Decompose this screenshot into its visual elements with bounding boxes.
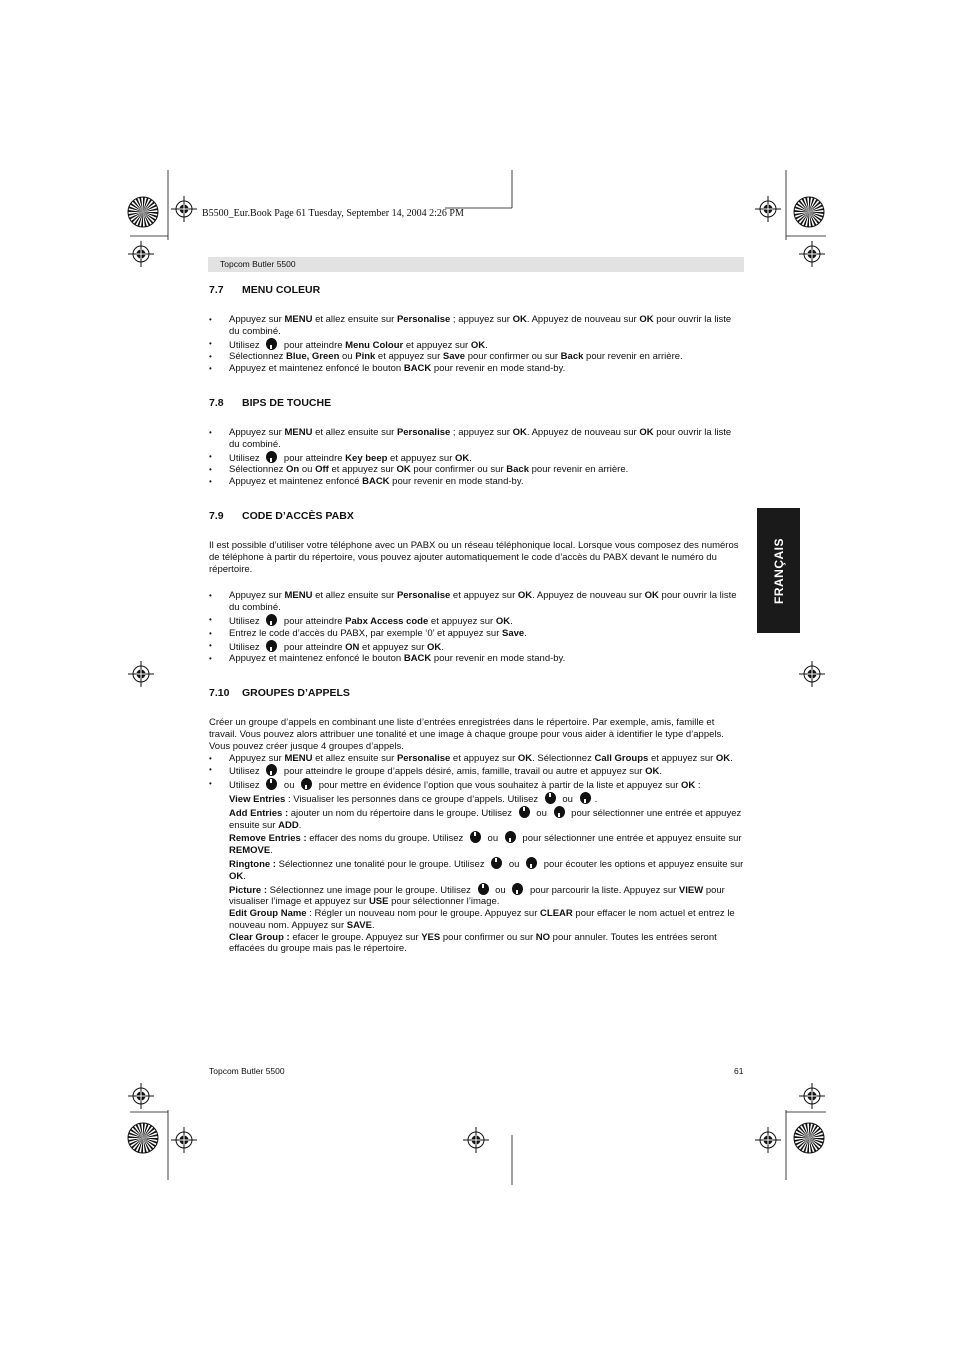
- nav-up-icon: [266, 778, 277, 790]
- nav-down-icon: [554, 806, 565, 818]
- starburst-target-icon: [794, 1123, 824, 1153]
- nav-up-icon: [545, 792, 556, 804]
- list-item: • Entrez le code d’accès du PABX, par exemple ‘0’ et appuyez sur Save.: [209, 628, 744, 640]
- section-intro: Il est possible d’utiliser votre téléphone avec un PABX ou un réseau téléphonique local. Lorsque vous composez des numéros de téléphone à partir du répertoire, vous pouvez ajouter automatiquement le code d’accès du PABX devant le numéro du répertoire.: [209, 539, 739, 575]
- starburst-target-icon: [128, 197, 158, 227]
- list-item: • Utilisez pour atteindre Menu Colour et appuyez sur OK.: [209, 338, 744, 352]
- list-item: • Utilisez pour atteindre Pabx Access code et appuyez sur OK.: [209, 614, 744, 628]
- nav-down-icon: [266, 451, 277, 463]
- option-clear-group: Clear Group : efacer le groupe. Appuyez sur YES pour confirmer ou sur NO pour annuler. Toutes les entrées seront effacées du groupe mais pas le répertoire.: [229, 931, 717, 955]
- list-item: • Utilisez pour atteindre le groupe d’appels désiré, amis, famille, travail ou autre et appuyez sur OK.: [209, 764, 744, 778]
- header-bar: [208, 257, 744, 272]
- list-item: • Appuyez sur MENU et allez ensuite sur Personalise et appuyez sur OK. Sélectionnez Call Groups et appuyez sur OK.: [209, 753, 744, 765]
- list-item: • Appuyez sur MENU et allez ensuite sur Personalise et appuyez sur OK. Appuyez de nouveau sur OK pour ouvrir la liste du combiné.: [209, 590, 744, 614]
- language-tab: [757, 508, 800, 633]
- starburst-target-icon: [128, 1123, 158, 1153]
- option-add-entries: Add Entries : ajouter un nom du répertoire dans le groupe. Utilisez ou pour sélectionner une entrée et appuyez ensuite sur ADD.: [229, 807, 742, 831]
- list-item: • Appuyez et maintenez enfoncé le bouton BACK pour revenir en mode stand-by.: [209, 653, 744, 665]
- nav-down-icon: [526, 857, 537, 869]
- section-heading: 7.10 GROUPES D’APPELS: [209, 687, 350, 700]
- nav-down-icon: [505, 831, 516, 843]
- nav-down-icon: [301, 778, 312, 790]
- nav-down-icon: [266, 640, 277, 652]
- page-content: [209, 284, 744, 955]
- page-number: 61: [734, 1066, 744, 1076]
- list-item: • Appuyez et maintenez enfoncé BACK pour revenir en mode stand-by.: [209, 476, 744, 488]
- book-info-line: B5500_Eur.Book Page 61 Tuesday, September 14, 2004 2:26 PM: [202, 208, 464, 219]
- footer-title: Topcom Butler 5500: [209, 1066, 285, 1076]
- list-item: • Sélectionnez On ou Off et appuyez sur OK pour confirmer ou sur Back pour revenir en arrière.: [209, 464, 744, 476]
- nav-up-icon: [491, 857, 502, 869]
- nav-up-icon: [519, 806, 530, 818]
- option-picture: Picture : Sélectionnez une image pour le groupe. Utilisez ou pour parcourir la liste. Appuyez sur VIEW pour visualiser l’image et appuyez sur USE pour sélectionner l’image.: [229, 884, 725, 908]
- language-tab-label: FRANÇAIS: [771, 537, 786, 604]
- list-item: • Utilisez pour atteindre Key beep et appuyez sur OK.: [209, 451, 744, 465]
- nav-down-icon: [266, 614, 277, 626]
- nav-up-icon: [478, 883, 489, 895]
- section-list: [209, 590, 744, 665]
- section-heading: 7.8 BIPS DE TOUCHE: [209, 396, 332, 409]
- option-edit-group-name: Edit Group Name : Régler un nouveau nom pour le groupe. Appuyez sur CLEAR pour effacer le nom actuel et entrez le nouveau nom. Appuyez sur SAVE.: [229, 908, 735, 931]
- header-title: Topcom Butler 5500: [220, 259, 296, 269]
- nav-down-icon: [512, 883, 523, 895]
- starburst-target-icon: [794, 197, 824, 227]
- option-ringtone: Ringtone : Sélectionnez une tonalité pour le groupe. Utilisez ou pour écouter les options et appuyez ensuite sur OK.: [229, 858, 744, 882]
- list-item: • Appuyez sur MENU et allez ensuite sur Personalise ; appuyez sur OK. Appuyez de nouveau sur OK pour ouvrir la liste du combiné.: [209, 427, 744, 451]
- list-item: • Appuyez sur MENU et allez ensuite sur Personalise ; appuyez sur OK. Appuyez de nouveau sur OK pour ouvrir la liste du combiné.: [209, 314, 744, 338]
- nav-down-icon: [580, 792, 591, 804]
- list-item: • Utilisez pour atteindre ON et appuyez sur OK.: [209, 640, 744, 654]
- section-list: [209, 427, 744, 488]
- list-item: • Sélectionnez Blue, Green ou Pink et appuyez sur Save pour confirmer ou sur Back pour revenir en arrière.: [209, 351, 744, 363]
- nav-down-icon: [266, 764, 277, 776]
- section-intro: Créer un groupe d’appels en combinant une liste d’entrées enregistrées dans le répertoire. Par exemple, amis, famille et travail. Vous pouvez alors attribuer une tonalité et une image à chaque groupe pour vous aider à identifier le type d’appels. Vous pouvez créer jusque 4 groupes d’appels.: [209, 717, 724, 752]
- option-remove-entries: Remove Entries : effacer des noms du groupe. Utilisez ou pour sélectionner une entrée et appuyez ensuite sur REMOVE.: [229, 833, 742, 857]
- list-item: • Utilisez ou pour mettre en évidence l’option que vous souhaitez à partir de la liste et appuyez sur OK :: [209, 778, 744, 792]
- section-list: [209, 753, 744, 792]
- section-heading: 7.9 CODE D’ACCÈS PABX: [209, 509, 354, 522]
- option-view-entries: View Entries : Visualiser les personnes dans ce groupe d’appels. Utilisez ou .: [229, 793, 598, 805]
- list-item: • Appuyez et maintenez enfoncé le bouton BACK pour revenir en mode stand-by.: [209, 363, 744, 375]
- nav-down-icon: [266, 338, 277, 350]
- section-heading: 7.7 MENU COLEUR: [209, 284, 321, 296]
- nav-up-icon: [470, 831, 481, 843]
- section-list: [209, 314, 744, 375]
